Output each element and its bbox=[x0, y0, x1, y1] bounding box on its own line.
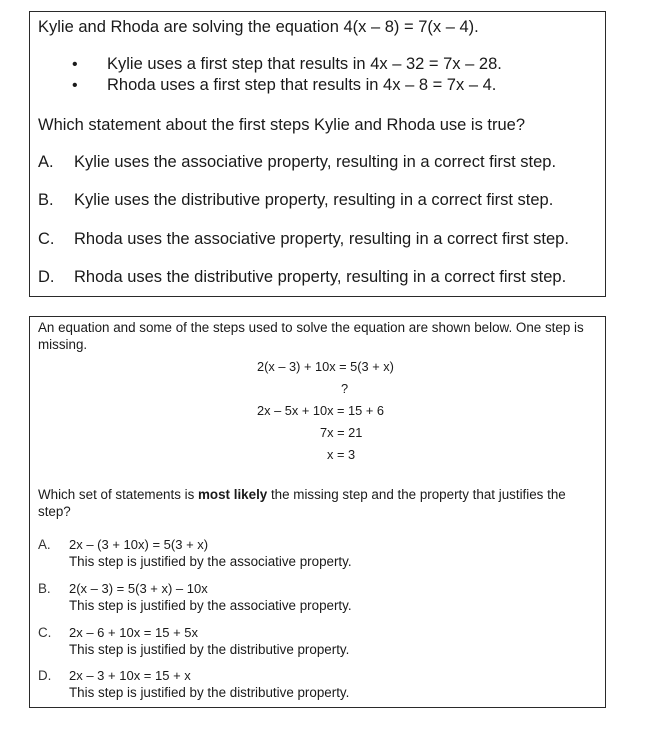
option-equation: 2x – (3 + 10x) = 5(3 + x) bbox=[69, 537, 209, 552]
option-letter: A. bbox=[38, 153, 54, 171]
question-1-prompt: Which statement about the first steps Kylie and Rhoda use is true? bbox=[38, 116, 526, 134]
question-1-option-a[interactable] bbox=[38, 153, 556, 172]
question-2-prompt bbox=[38, 487, 598, 520]
option-letter: B. bbox=[38, 581, 51, 596]
bullet-icon: • bbox=[72, 56, 78, 73]
option-justification: This step is justified by the distributive property. bbox=[69, 642, 350, 657]
equation-step-4: 7x = 21 bbox=[320, 425, 363, 440]
question-2-option-c[interactable] bbox=[38, 624, 578, 660]
question-1-box bbox=[29, 11, 606, 297]
question-2-option-d[interactable] bbox=[38, 667, 578, 703]
option-justification: This step is justified by the distributive property. bbox=[69, 685, 350, 700]
option-equation: 2x – 3 + 10x = 15 + x bbox=[69, 668, 191, 683]
option-letter: A. bbox=[38, 537, 51, 552]
option-equation: 2(x – 3) = 5(3 + x) – 10x bbox=[69, 581, 208, 596]
option-text: Rhoda uses the distributive property, resulting in a correct first step. bbox=[74, 268, 567, 286]
prompt-text: Which set of statements is bbox=[38, 487, 199, 502]
equation-step-5: x = 3 bbox=[327, 447, 356, 462]
option-letter: D. bbox=[38, 668, 52, 683]
option-letter: C. bbox=[38, 230, 55, 248]
question-1-option-d[interactable] bbox=[38, 268, 566, 287]
bullet-icon: • bbox=[72, 77, 78, 94]
option-letter: C. bbox=[38, 625, 52, 640]
question-2-box bbox=[29, 316, 606, 708]
prompt-text: the missing step and the property that justifies the step? bbox=[38, 487, 566, 519]
question-1-bullet-list bbox=[72, 54, 502, 96]
question-1-option-b[interactable] bbox=[38, 191, 553, 210]
option-justification: This step is justified by the associative property. bbox=[69, 554, 352, 569]
option-letter: B. bbox=[38, 191, 54, 209]
equation-step-1: 2(x – 3) + 10x = 5(3 + x) bbox=[257, 359, 394, 374]
option-equation: 2x – 6 + 10x = 15 + 5x bbox=[69, 625, 199, 640]
question-2-stem: An equation and some of the steps used to solve the equation are shown below. One step is missing. bbox=[38, 320, 584, 352]
question-1-option-c[interactable] bbox=[38, 230, 569, 249]
option-text: Kylie uses the distributive property, resulting in a correct first step. bbox=[74, 191, 554, 209]
bullet-text: Rhoda uses a first step that results in 4x – 8 = 7x – 4. bbox=[107, 76, 497, 94]
bullet-text: Kylie uses a first step that results in 4x – 32 = 7x – 28. bbox=[107, 55, 502, 73]
equation-step-missing: ? bbox=[341, 381, 349, 396]
option-text: Rhoda uses the associative property, resulting in a correct first step. bbox=[74, 230, 569, 248]
question-2-option-a[interactable] bbox=[38, 536, 578, 572]
bullet-item-rhoda bbox=[72, 75, 502, 96]
question-1-stem: Kylie and Rhoda are solving the equation 4(x – 8) = 7(x – 4). bbox=[38, 18, 479, 36]
question-2-option-b[interactable] bbox=[38, 580, 578, 616]
option-letter: D. bbox=[38, 268, 55, 286]
bullet-item-kylie bbox=[72, 54, 502, 75]
equation-step-3: 2x – 5x + 10x = 15 + 6 bbox=[257, 403, 384, 418]
prompt-emphasis: most likely bbox=[198, 487, 268, 502]
option-text: Kylie uses the associative property, resulting in a correct first step. bbox=[74, 153, 557, 171]
option-justification: This step is justified by the associative property. bbox=[69, 598, 352, 613]
